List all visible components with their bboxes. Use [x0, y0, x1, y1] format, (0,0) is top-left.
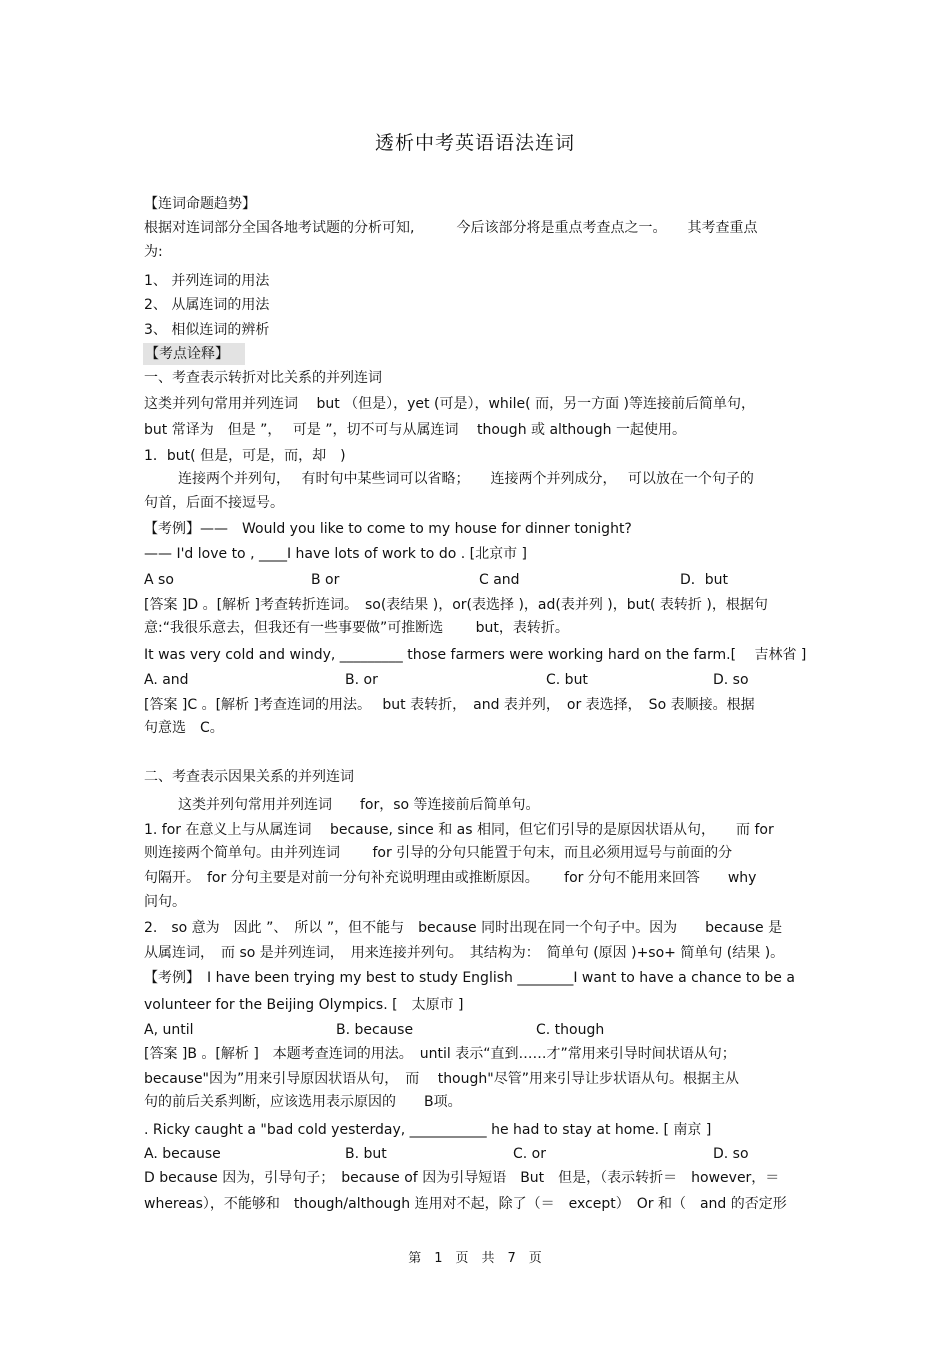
paragraph-line: 1. for 在意义上与从属连词 because, since 和 as 相同，但它们引导的是原因状语从句， 而 for [144, 822, 774, 838]
option-b: B or [311, 572, 340, 588]
paragraph-line: 句首，后面不接逗号。 [144, 495, 284, 511]
answer-line: [答案 ]C 。[解析 ]考查连词的用法。 but 表转折， and 表并列， or 表选择， So 表顺接。根据 [144, 697, 755, 713]
paragraph-line: 2. so 意为 因此 ”、 所以 ”，但不能与 because 同时出现在同一个句子中。因为 because 是 [144, 920, 783, 936]
option-a: A so [144, 572, 174, 588]
option-d: D．but [680, 572, 729, 588]
point-item: 3、 相似连词的辨析 [144, 322, 270, 338]
paragraph-line: 这类并列句常用并列连词 for，so 等连接前后简单句。 [178, 797, 540, 813]
example-question: 【考例】 I have been trying my best to study English ________I want to have a chance to be a [144, 970, 795, 986]
kaodian-header: 【考点诠释】 [143, 343, 245, 365]
paragraph-line: 问句。 [144, 894, 186, 910]
example-question: It was very cold and windy, _________ those farmers were working hard on the farm.[ 吉林省 ] [144, 647, 807, 663]
answer-line: 句意选 C。 [144, 720, 224, 736]
example-question: . Ricky caught a "bad cold yesterday, ___________ he had to stay at home. [ 南京 ] [144, 1122, 712, 1138]
option-b: B. or [345, 672, 378, 688]
paragraph-line: but 常译为 但是 ”， 可是 ”，切不可与从属连词 though 或 although 一起使用。 [144, 422, 686, 438]
answer-line: D because 因为，引导句子； because of 因为引导短语 But 但是，（表示转折＝ however，＝ [144, 1170, 780, 1186]
point-item: 2、 从属连词的用法 [144, 297, 270, 313]
intro-line-2: 为: [144, 244, 163, 260]
intro-line-1: 根据对连词部分全国各地考试题的分析可知, 今后该部分将是重点考查点之一。 其考查重点 [144, 220, 758, 236]
option-c: C. or [513, 1146, 546, 1162]
example-question: —— I'd love to , ____I have lots of work to do . [北京市 ] [144, 546, 527, 562]
option-c: C. but [546, 672, 588, 688]
option-b: B. but [345, 1146, 387, 1162]
option-c: C and [479, 572, 520, 588]
page-title: 透析中考英语语法连词 [374, 132, 575, 154]
section-2-heading: 二、考查表示因果关系的并列连词 [144, 769, 354, 785]
item-heading: 1．but( 但是，可是，而，却 ) [144, 448, 346, 464]
answer-line: [答案 ]D 。[解析 ]考查转折连词。 so(表结果 )，or(表选择 )，ad(表并列 )，but( 表转折 )，根据句 [144, 597, 768, 613]
paragraph-line: 则连接两个简单句。由并列连词 for 引导的分句只能置于句末，而且必须用逗号与前面的分 [144, 845, 733, 861]
answer-line: 句的前后关系判断，应该选用表示原因的 B项。 [144, 1094, 462, 1110]
answer-line: whereas），不能够和 though/although 连用对不起，除了（＝ except） Or 和（ and 的否定形 [144, 1196, 787, 1212]
paragraph-line: 句隔开。 for 分句主要是对前一分句补充说明理由或推断原因。 for 分句不能用来回答 why [144, 870, 757, 886]
answer-line: because"因为”用来引导原因状语从句， 而 though"尽管”用来引导让步状语从句。根据主从 [144, 1071, 739, 1087]
page-footer: 第 1 页 共 7 页 [408, 1251, 542, 1266]
option-a: A. because [144, 1146, 221, 1162]
point-item: 1、 并列连词的用法 [144, 273, 270, 289]
example-question: volunteer for the Beijing Olympics. [ 太原市 ] [144, 997, 464, 1013]
trend-header: 【连词命题趋势】 [144, 196, 256, 212]
answer-line: [答案 ]B 。[解析 ] 本题考查连词的用法。 until 表示“直到……才”常用来引导时间状语从句； [144, 1046, 736, 1062]
option-b: B. because [336, 1022, 414, 1038]
section-1-heading: 一、考查表示转折对比关系的并列连词 [144, 370, 382, 386]
option-d: D. so [713, 1146, 749, 1162]
option-a: A, until [144, 1022, 194, 1038]
answer-line: 意:“我很乐意去，但我还有一些事要做”可推断选 but，表转折。 [144, 620, 569, 636]
option-a: A. and [144, 672, 189, 688]
option-d: D. so [713, 672, 749, 688]
paragraph-line: 这类并列句常用并列连词 but （但是），yet (可是），while( 而，另一方面 )等连接前后简单句， [144, 396, 755, 412]
option-c: C. though [536, 1022, 605, 1038]
paragraph-line: 连接两个并列句， 有时句中某些词可以省略； 连接两个并列成分， 可以放在一个句子的 [178, 471, 754, 487]
paragraph-line: 从属连词， 而 so 是并列连词， 用来连接并列句。 其结构为： 简单句 (原因 )+so+ 简单句 (结果 )。 [144, 945, 785, 961]
example-question: 【考例】—— Would you like to come to my house for dinner tonight? [144, 521, 632, 537]
